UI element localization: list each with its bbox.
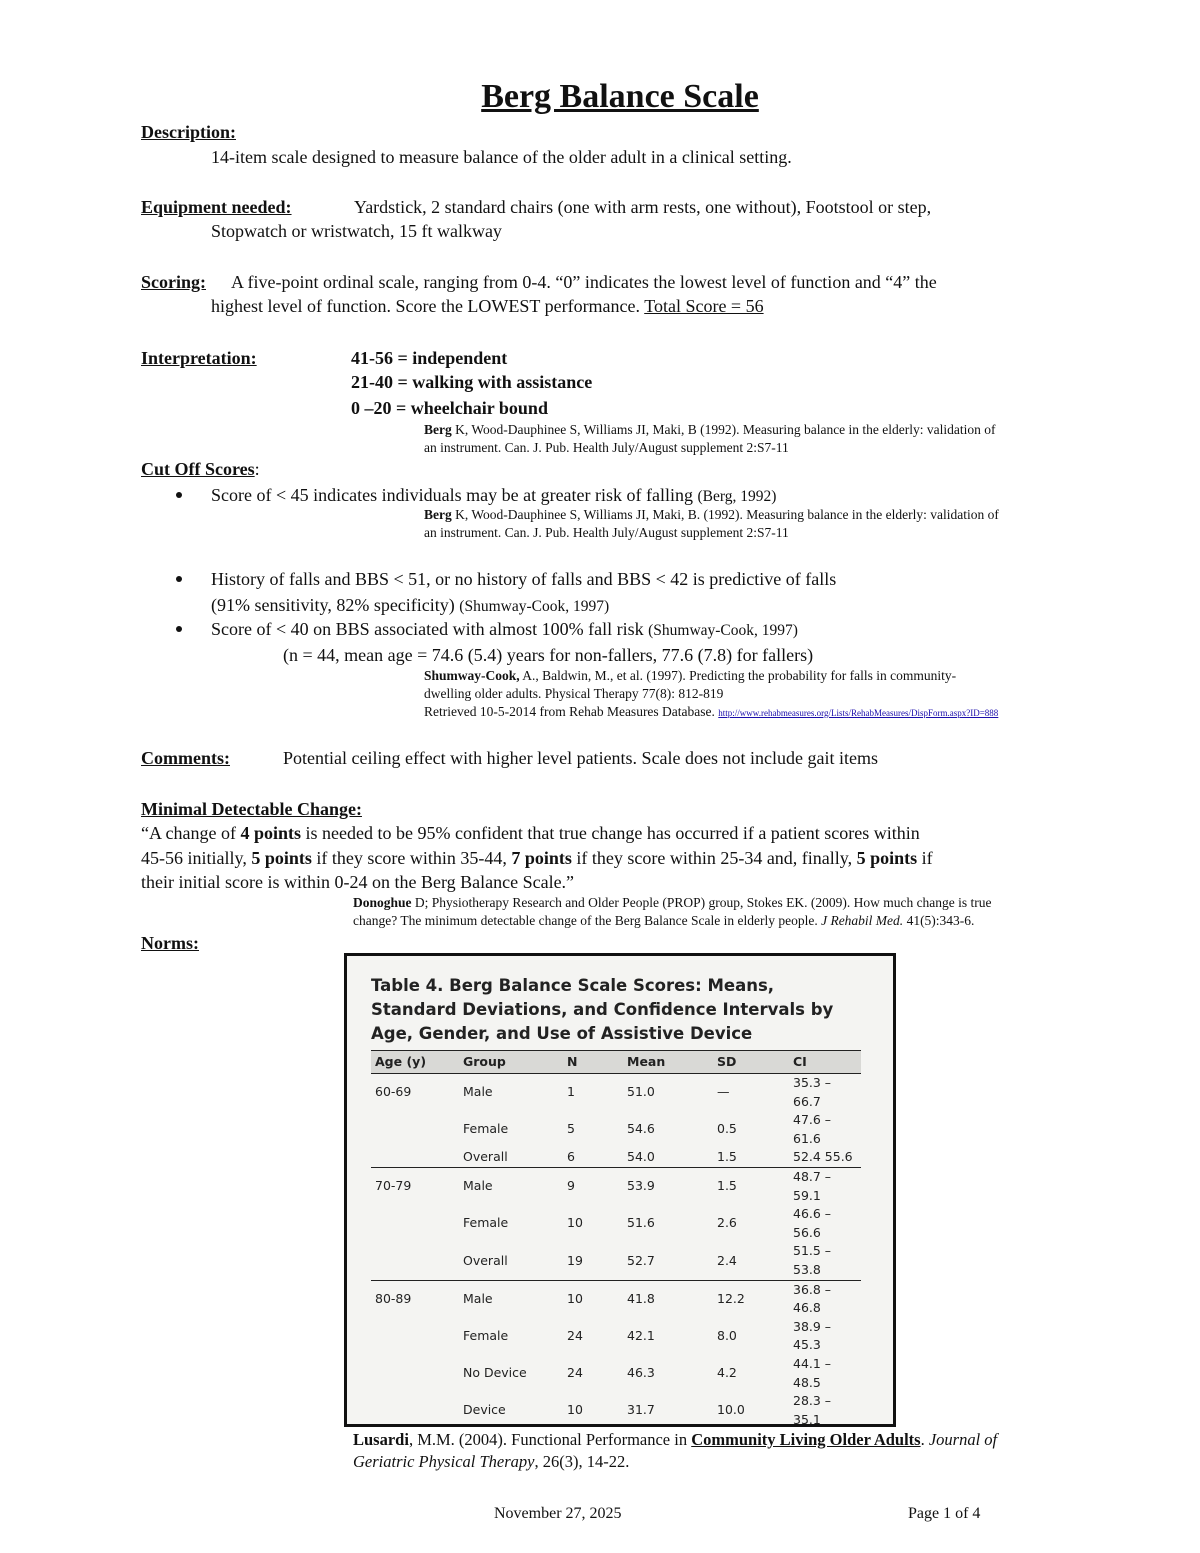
shumway-reference-line3 [424, 703, 998, 722]
norms-table-image [344, 953, 896, 1427]
equipment-line1: Yardstick, 2 standard chairs (one with arm rests, one without), Footstool or step, [354, 197, 932, 217]
bullet-icon [176, 626, 182, 632]
table-cell: 70-79 [371, 1167, 459, 1205]
table-cell: 1.5 [717, 1149, 737, 1165]
mdc-points: 4 points [240, 823, 301, 843]
table-cell: 47.6 – 61.6 [793, 1112, 832, 1146]
table-cell: 28.3 – 35.1 [793, 1393, 832, 1427]
cutoff-heading-colon: : [254, 459, 260, 479]
table-row [371, 1205, 861, 1242]
table-cell: Male [463, 1084, 493, 1100]
table-row [371, 1167, 861, 1205]
reference-text: K, Wood-Dauphinee S, Williams JI, Maki, B. (1992). Measuring balance in the elderly: validation of [451, 507, 999, 522]
cutoff-bullet-1-cite: (Berg, 1992) [697, 488, 777, 505]
mdc-text: 45-56 initially, [141, 848, 252, 868]
table-cell: 44.1 – 48.5 [793, 1355, 832, 1390]
mdc-points: 5 points [251, 848, 312, 868]
table-cell: 52.4 55.6 [793, 1149, 853, 1165]
mdc-text: is needed to be 95% confident that true change has occurred if a patient scores within [301, 823, 920, 843]
scoring-line2-text: highest level of function. Score the LOWEST performance. [211, 296, 645, 316]
table-cell: 54.6 [627, 1121, 655, 1137]
table-cell: Device [463, 1402, 506, 1418]
table-cell: 4.2 [717, 1365, 737, 1381]
table-cell: 51.5 – 53.8 [793, 1243, 832, 1277]
mdc-line2 [141, 846, 933, 870]
comments-heading: Comments: [141, 748, 230, 768]
reference-author: Donoghue [353, 895, 412, 910]
table-cell [371, 1392, 459, 1427]
reference-text: D; Physiotherapy Research and Older People (PROP) group, Stokes EK. (2009). How much change is true [411, 895, 992, 910]
table-row [371, 1280, 861, 1318]
table-cell: 36.8 – 46.8 [789, 1280, 861, 1318]
table-cell: Overall [463, 1149, 508, 1165]
journal-name: J Rehabil Med. [821, 913, 904, 928]
mdc-text: “A change of [141, 823, 241, 843]
table-row [371, 1074, 861, 1112]
total-score: Total Score = 56 [644, 296, 764, 316]
reference-text: 41(5):343-6. [903, 913, 975, 928]
table-row [371, 1148, 861, 1167]
table-row [371, 1111, 861, 1148]
cutoff-bullet-1-text: Score of < 45 indicates individuals may be at greater risk of falling [211, 485, 698, 505]
retrieved-text: Retrieved 10-5-2014 from Rehab Measures Database. [424, 704, 719, 719]
table-cell: 80-89 [371, 1280, 459, 1318]
cutoff-bullet-2-line2 [211, 593, 609, 619]
mdc-heading: Minimal Detectable Change: [141, 799, 362, 819]
table-cell [371, 1205, 459, 1242]
footer-date: November 27, 2025 [494, 1505, 622, 1522]
rehab-measures-link[interactable]: http://www.rehabmeasures.org/Lists/RehabMeasures/DispForm.aspx?ID=888 [718, 708, 999, 718]
table-cell: 53.9 [623, 1167, 713, 1205]
table-cell: Female [463, 1121, 509, 1137]
table-cell: Female [463, 1215, 509, 1231]
table-row [371, 1318, 861, 1355]
cutoff-reference-line2: an instrument. Can. J. Pub. Health July/August supplement 2:S7-11 [424, 525, 789, 540]
shumway-reference [424, 667, 956, 685]
comments-text: Potential ceiling effect with higher level patients. Scale does not include gait items [283, 748, 879, 768]
page-title: Berg Balance Scale [481, 78, 759, 115]
mdc-line3: their initial score is within 0-24 on the Berg Balance Scale.” [141, 872, 575, 892]
table-cell: 6 [567, 1149, 575, 1165]
cutoff-bullet-2-text: (91% sensitivity, 82% specificity) [211, 595, 460, 615]
description-text: 14-item scale designed to measure balance of the older adult in a clinical setting. [211, 147, 792, 167]
scoring-heading: Scoring: [141, 272, 206, 292]
table-cell: 42.1 [627, 1328, 655, 1344]
table-row [371, 1242, 861, 1280]
table-cell: Male [459, 1167, 563, 1205]
description-heading: Description: [141, 122, 236, 142]
table-cell: 2.6 [717, 1215, 737, 1231]
reference-text: , 26(3), 14-22. [534, 1452, 630, 1471]
table-cell: 24 [567, 1365, 583, 1381]
cutoff-bullet-3-text: Score of < 40 on BBS associated with almost 100% fall risk [211, 619, 649, 639]
table-cell: 31.7 [627, 1402, 655, 1418]
table-cell: 0.5 [717, 1121, 737, 1137]
column-header: Mean [623, 1051, 713, 1074]
table-cell: Overall [463, 1252, 508, 1268]
interpretation-reference [424, 421, 996, 439]
table-cell [371, 1318, 459, 1355]
table-cell: 1.5 [713, 1167, 789, 1205]
scoring-line2 [211, 294, 764, 318]
bullet-icon [176, 576, 182, 582]
mdc-text: if they score within 25-34 and, finally, [571, 848, 857, 868]
norms-table-title: Table 4. Berg Balance Scale Scores: Means, Standard Deviations, and Confidence Intervals by Age, Gender, and Use of Assistive Device [371, 976, 834, 1043]
reference-author: Shumway-Cook, [424, 668, 520, 683]
shumway-reference-line2: dwelling older adults. Physical Therapy 77(8): 812-819 [424, 686, 724, 701]
scoring-line1: A five-point ordinal scale, ranging from 0-4. “0” indicates the lowest level of function and “4” the [231, 272, 937, 292]
table-cell: 1 [567, 1084, 575, 1100]
column-header: SD [713, 1051, 789, 1074]
reference-title: Community Living Older Adults [691, 1430, 921, 1449]
interpretation-item: 0 –20 = wheelchair bound [351, 398, 548, 418]
table-cell: — [717, 1084, 730, 1100]
table-cell: 54.0 [627, 1149, 655, 1165]
norms-table [371, 1050, 861, 1427]
reference-text: , M.M. (2004). Functional Performance in [408, 1430, 692, 1449]
table-cell: 46.6 – 56.6 [793, 1206, 832, 1240]
reference-author: Berg [424, 507, 452, 522]
interpretation-item: 21-40 = walking with assistance [351, 372, 593, 392]
donoghue-reference [353, 894, 992, 912]
reference-text: K, Wood-Dauphinee S, Williams JI, Maki, B (1992). Measuring balance in the elderly: validation of [451, 422, 996, 437]
table-cell: 2.4 [717, 1252, 737, 1268]
cutoff-bullet-3-sub: (n = 44, mean age = 74.6 (5.4) years for non-fallers, 77.6 (7.8) for fallers) [283, 645, 814, 665]
table-cell: 48.7 – 59.1 [789, 1167, 861, 1205]
mdc-points: 5 points [856, 848, 918, 868]
table-cell: Female [463, 1328, 509, 1344]
mdc-line1 [141, 821, 920, 845]
donoghue-reference-line2 [353, 912, 974, 930]
table-cell: 52.7 [627, 1252, 655, 1268]
table-cell [371, 1148, 459, 1167]
interpretation-item: 41-56 = independent [351, 348, 508, 368]
reference-text: change? The minimum detectable change of the Berg Balance Scale in elderly people. [353, 913, 822, 928]
table-cell: 38.9 – 45.3 [793, 1318, 832, 1353]
reference-author: Lusardi [353, 1430, 409, 1449]
reference-author: Berg [424, 422, 452, 437]
cutoff-bullet-3-cite: (Shumway-Cook, 1997) [648, 622, 798, 639]
norms-heading: Norms: [141, 933, 199, 953]
table-cell: 5 [567, 1121, 575, 1137]
cutoff-reference [424, 506, 999, 524]
lusardi-reference-line2 [353, 1450, 629, 1474]
column-header: Group [459, 1051, 563, 1074]
table-cell: 9 [563, 1167, 623, 1205]
journal-name: Journal of [928, 1430, 998, 1449]
table-cell: 10.0 [717, 1402, 745, 1418]
table-cell: 51.6 [627, 1215, 655, 1231]
table-cell: 41.8 [623, 1280, 713, 1318]
reference-text: . [920, 1430, 929, 1449]
table-cell: 10 [563, 1280, 623, 1318]
table-cell: 35.3 – 66.7 [793, 1075, 832, 1109]
footer-page-number: Page 1 of 4 [908, 1505, 981, 1522]
table-cell: 46.3 [627, 1365, 655, 1381]
column-header: CI [789, 1051, 861, 1074]
table-cell [371, 1355, 459, 1392]
interpretation-heading: Interpretation: [141, 348, 257, 368]
table-cell: No Device [463, 1365, 527, 1381]
cutoff-heading [141, 457, 260, 481]
table-cell: 24 [567, 1328, 583, 1344]
table-cell: Male [459, 1280, 563, 1318]
mdc-text: if [917, 848, 933, 868]
column-header: N [563, 1051, 623, 1074]
table-cell: 8.0 [717, 1328, 737, 1344]
interpretation-reference-line2: an instrument. Can. J. Pub. Health July/August supplement 2:S7-11 [424, 440, 789, 455]
table-cell [371, 1111, 459, 1148]
table-header-row [371, 1051, 861, 1074]
lusardi-reference [353, 1428, 997, 1452]
table-cell: 19 [567, 1252, 583, 1268]
cutoff-heading-text: Cut Off Scores [141, 459, 255, 479]
cutoff-bullet-3 [211, 617, 798, 643]
bullet-icon [176, 492, 182, 498]
cutoff-bullet-2-cite: (Shumway-Cook, 1997) [459, 598, 610, 615]
table-cell: 10 [567, 1215, 583, 1231]
table-cell: 10 [567, 1402, 583, 1418]
journal-name: Geriatric Physical Therapy [353, 1452, 535, 1471]
table-row [371, 1355, 861, 1392]
mdc-points: 7 points [511, 848, 572, 868]
table-cell: 12.2 [713, 1280, 789, 1318]
equipment-heading: Equipment needed: [141, 197, 292, 217]
table-cell [371, 1242, 459, 1280]
table-row [371, 1392, 861, 1427]
column-header: Age (y) [371, 1051, 459, 1074]
cutoff-bullet-2-line1: History of falls and BBS < 51, or no history of falls and BBS < 42 is predictive of falls [211, 569, 837, 589]
mdc-text: if they score within 35-44, [311, 848, 512, 868]
reference-text: A., Baldwin, M., et al. (1997). Predicting the probability for falls in community- [519, 668, 957, 683]
equipment-line2: Stopwatch or wristwatch, 15 ft walkway [211, 221, 502, 241]
table-cell: 60-69 [375, 1084, 412, 1100]
table-cell: 51.0 [627, 1084, 655, 1100]
norms-table-body [371, 1074, 861, 1428]
